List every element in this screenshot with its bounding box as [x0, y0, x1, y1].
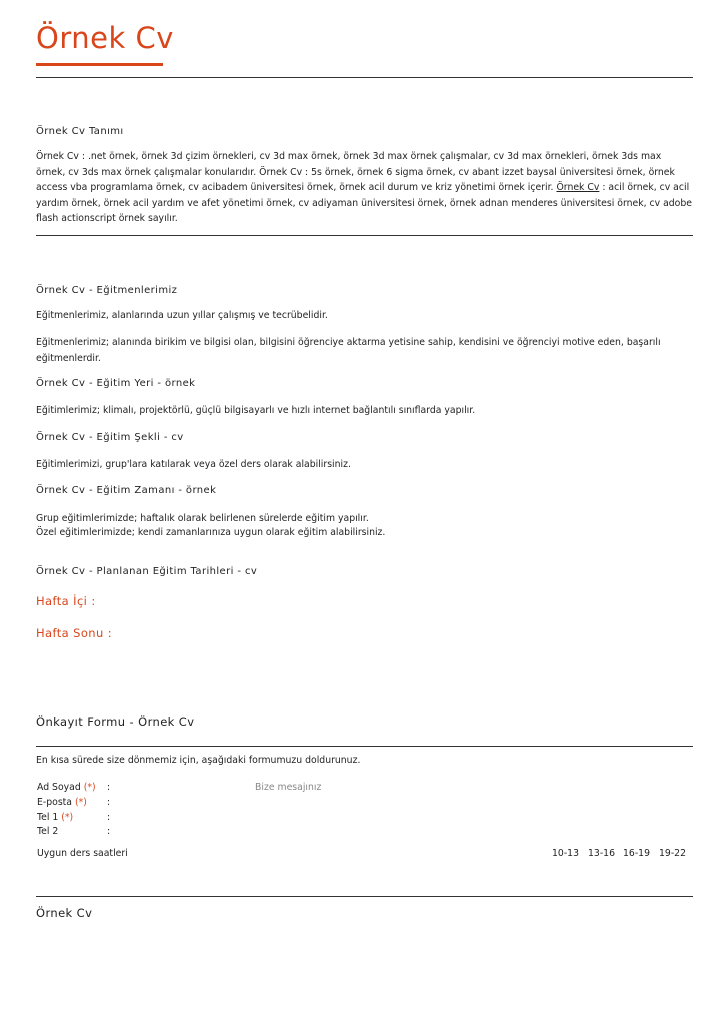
slot-option[interactable]: 19-22	[659, 848, 687, 859]
plan-heading: Örnek Cv - Planlanan Eğitim Tarihleri - cv	[36, 566, 258, 577]
egitmen-p1: Eğitmenlerimiz, alanlarında uzun yıllar çalışmış ve tecrübelidir.	[36, 310, 328, 321]
egitim-sekli-text: Eğitimlerimizi, grup'lara katılarak veya özel ders olarak alabilirsiniz.	[36, 459, 351, 470]
form-intro: En kısa sürede size dönmemiz için, aşağıdaki formumuzu doldurunuz.	[36, 755, 361, 766]
eposta-label: E-posta (*)	[37, 797, 87, 808]
egitim-zamani-heading: Örnek Cv - Eğitim Zamanı - örnek	[36, 485, 217, 496]
tanim-text-before: Örnek Cv : .net örnek, örnek 3d çizim örnekleri, cv 3d max örnek, örnek 3d max örnek çalışmalar, cv 3d max örnekleri, örnek 3ds max örnek, cv 3ds max örnek çalışmalar konularıdır. Örnek Cv : 5s örnek, örnek 6 sigma örnek, cv abant izzet baysal üniversitesi örnek, örnek access vba programlama örnek, cv acibadem üniversitesi örnek, örnek acil durum ve kriz yönetimi örnek içerir.	[36, 151, 675, 193]
egitim-yeri-heading: Örnek Cv - Eğitim Yeri - örnek	[36, 378, 196, 389]
egitim-yeri-text: Eğitimlerimiz; klimalı, projektörlü, güçlü bilgisayarlı ve hızlı internet bağlantılı sınıflarda yapılır.	[36, 405, 476, 416]
colon: :	[107, 782, 111, 793]
hafta-ici-label: Hafta İçi :	[36, 594, 96, 608]
slots-label: Uygun ders saatleri	[37, 848, 128, 859]
ornek-cv-link[interactable]: Örnek Cv	[556, 182, 600, 193]
required-mark: (*)	[83, 782, 96, 793]
colon: :	[107, 826, 111, 837]
required-mark: (*)	[74, 797, 87, 808]
tel2-label: Tel 2	[37, 826, 59, 837]
slot-option[interactable]: 16-19	[623, 848, 651, 859]
ad-soyad-label: Ad Soyad (*)	[37, 782, 96, 793]
message-textarea[interactable]	[255, 782, 675, 842]
egitim-zamani-text-1: Grup eğitimlerimizde; haftalık olarak belirlenen sürelerde eğitim yapılır.	[36, 513, 369, 524]
form-heading: Önkayıt Formu - Örnek Cv	[36, 715, 195, 729]
divider	[36, 235, 693, 236]
egitmen-p2: Eğitmenlerimiz; alanında birikim ve bilgisi olan, bilgisini öğrenciye aktarma yetisine sahip, kendisini ve öğrenciyi motive eden, başarılı eğitmenlerdir.	[36, 337, 661, 364]
egitim-sekli-heading: Örnek Cv - Eğitim Şekli - cv	[36, 432, 184, 443]
title-underline	[36, 63, 163, 66]
colon: :	[107, 812, 111, 823]
required-mark: (*)	[61, 812, 74, 823]
slot-option[interactable]: 13-16	[588, 848, 616, 859]
ad-soyad-input[interactable]	[118, 783, 238, 795]
divider	[36, 896, 693, 897]
divider	[36, 77, 693, 78]
footer-title: Örnek Cv	[36, 906, 93, 920]
tanim-label: Örnek Cv Tanımı	[36, 126, 124, 137]
tel1-input[interactable]	[118, 813, 238, 825]
tanim-text	[36, 149, 692, 227]
tel1-label: Tel 1 (*)	[37, 812, 74, 823]
divider	[36, 746, 693, 747]
tanim-text-after: : acil örnek, cv acil yardım örnek, örnek acil yardım ve afet yönetimi örnek, cv adiyaman üniversitesi örnek, örnek adnan menderes üniversitesi örnek, cv adobe flash actionscript örnek sayılır.	[36, 182, 692, 224]
egitim-zamani-text-2: Özel eğitimlerimizde; kendi zamanlarınıza uygun olarak eğitim alabilirsiniz.	[36, 527, 386, 538]
eposta-input[interactable]	[118, 798, 238, 810]
slot-option[interactable]: 10-13	[552, 848, 580, 859]
hafta-sonu-label: Hafta Sonu :	[36, 626, 112, 640]
page-title: Örnek Cv	[36, 21, 174, 55]
colon: :	[107, 797, 111, 808]
egitmen-heading: Örnek Cv - Eğitmenlerimiz	[36, 285, 178, 296]
tel2-input[interactable]	[118, 827, 238, 839]
